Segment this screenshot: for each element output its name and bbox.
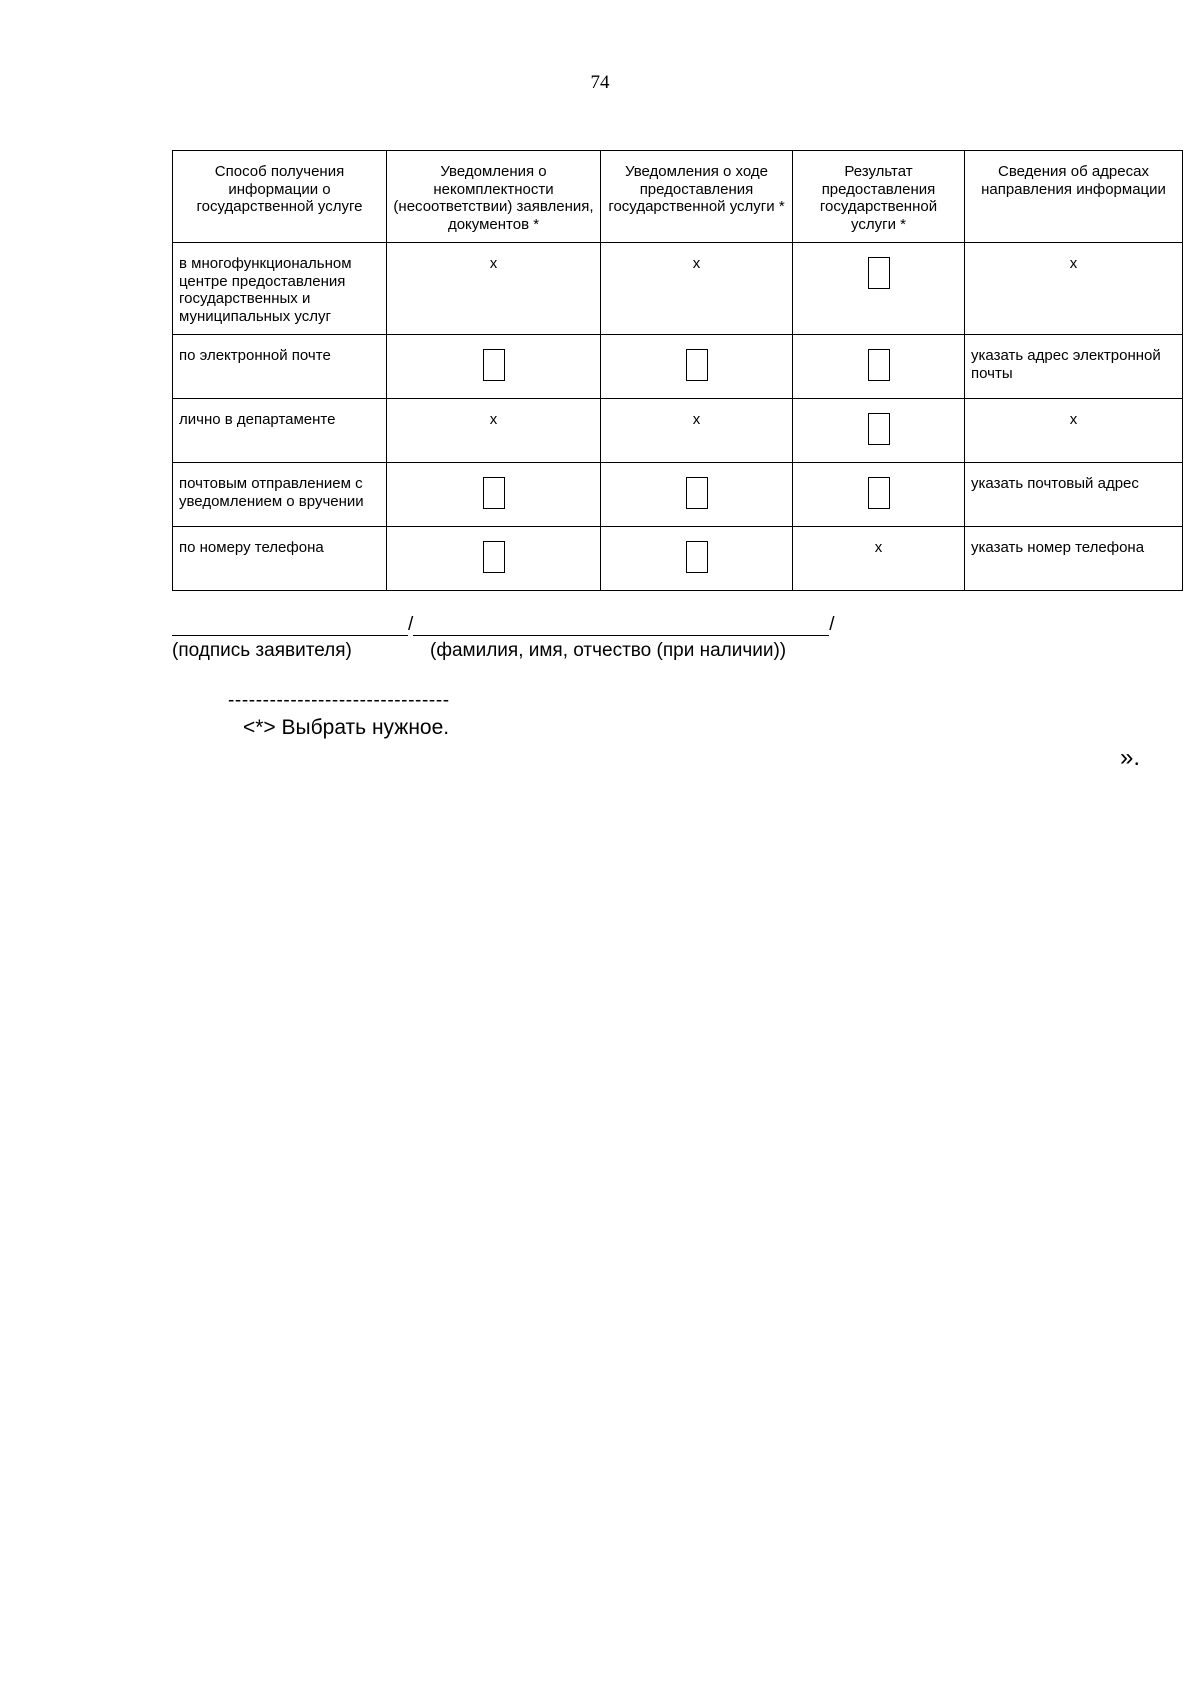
na-mark: x [601, 399, 793, 463]
progress-checkbox[interactable] [686, 477, 708, 509]
method-label: по номеру телефона [173, 527, 387, 591]
signature-separator-end: / [829, 614, 835, 635]
signature-caption: (подпись заявителя) [172, 640, 352, 661]
table-header-row [173, 151, 1183, 243]
checkbox-cell [387, 463, 601, 527]
incompleteness-checkbox[interactable] [483, 541, 505, 573]
signature-field[interactable] [172, 615, 408, 636]
checkbox-cell [793, 463, 965, 527]
na-mark: x [965, 243, 1183, 335]
na-mark: x [387, 399, 601, 463]
checkbox-cell [793, 243, 965, 335]
table-row [173, 527, 1183, 591]
checkbox-cell [601, 527, 793, 591]
table-row [173, 335, 1183, 399]
checkbox-cell [793, 335, 965, 399]
result-checkbox[interactable] [868, 413, 890, 445]
na-mark: x [793, 527, 965, 591]
footnote: <*> Выбрать нужное. [243, 716, 450, 739]
signature-line [172, 614, 835, 636]
table-row [173, 463, 1183, 527]
header-result: Результат предоставления государственной услуги * [793, 151, 965, 243]
table-row [173, 399, 1183, 463]
name-caption: (фамилия, имя, отчество (при наличии)) [430, 640, 787, 661]
footnote-separator: -------------------------------- [228, 690, 450, 711]
progress-checkbox[interactable] [686, 349, 708, 381]
checkbox-cell [601, 463, 793, 527]
result-checkbox[interactable] [868, 257, 890, 289]
na-mark: x [601, 243, 793, 335]
address-instruction: указать почтовый адрес [965, 463, 1183, 527]
address-instruction: указать адрес электронной почты [965, 335, 1183, 399]
signature-separator: / [408, 614, 414, 635]
checkbox-cell [387, 335, 601, 399]
result-checkbox[interactable] [868, 477, 890, 509]
method-label: по электронной почте [173, 335, 387, 399]
incompleteness-checkbox[interactable] [483, 349, 505, 381]
header-method: Способ получения информации о государственной услуге [173, 151, 387, 243]
address-instruction: указать номер телефона [965, 527, 1183, 591]
table-row [173, 243, 1183, 335]
header-address-info: Сведения об адресах направления информации [965, 151, 1183, 243]
checkbox-cell [387, 527, 601, 591]
method-label: почтовым отправлением с уведомлением о вручении [173, 463, 387, 527]
header-incompleteness-notice: Уведомления о некомплектности (несоответствии) заявления, документов * [387, 151, 601, 243]
method-label: лично в департаменте [173, 399, 387, 463]
page-number: 74 [590, 72, 610, 93]
checkbox-cell [793, 399, 965, 463]
closing-quote: ». [1120, 744, 1141, 771]
incompleteness-checkbox[interactable] [483, 477, 505, 509]
method-label: в многофункциональном центре предоставления государственных и муниципальных услуг [173, 243, 387, 335]
na-mark: x [387, 243, 601, 335]
na-mark: x [965, 399, 1183, 463]
full-name-field[interactable] [413, 615, 829, 636]
checkbox-cell [601, 335, 793, 399]
header-progress-notice: Уведомления о ходе предоставления государственной услуги * [601, 151, 793, 243]
result-checkbox[interactable] [868, 349, 890, 381]
progress-checkbox[interactable] [686, 541, 708, 573]
information-method-table [172, 150, 1183, 591]
